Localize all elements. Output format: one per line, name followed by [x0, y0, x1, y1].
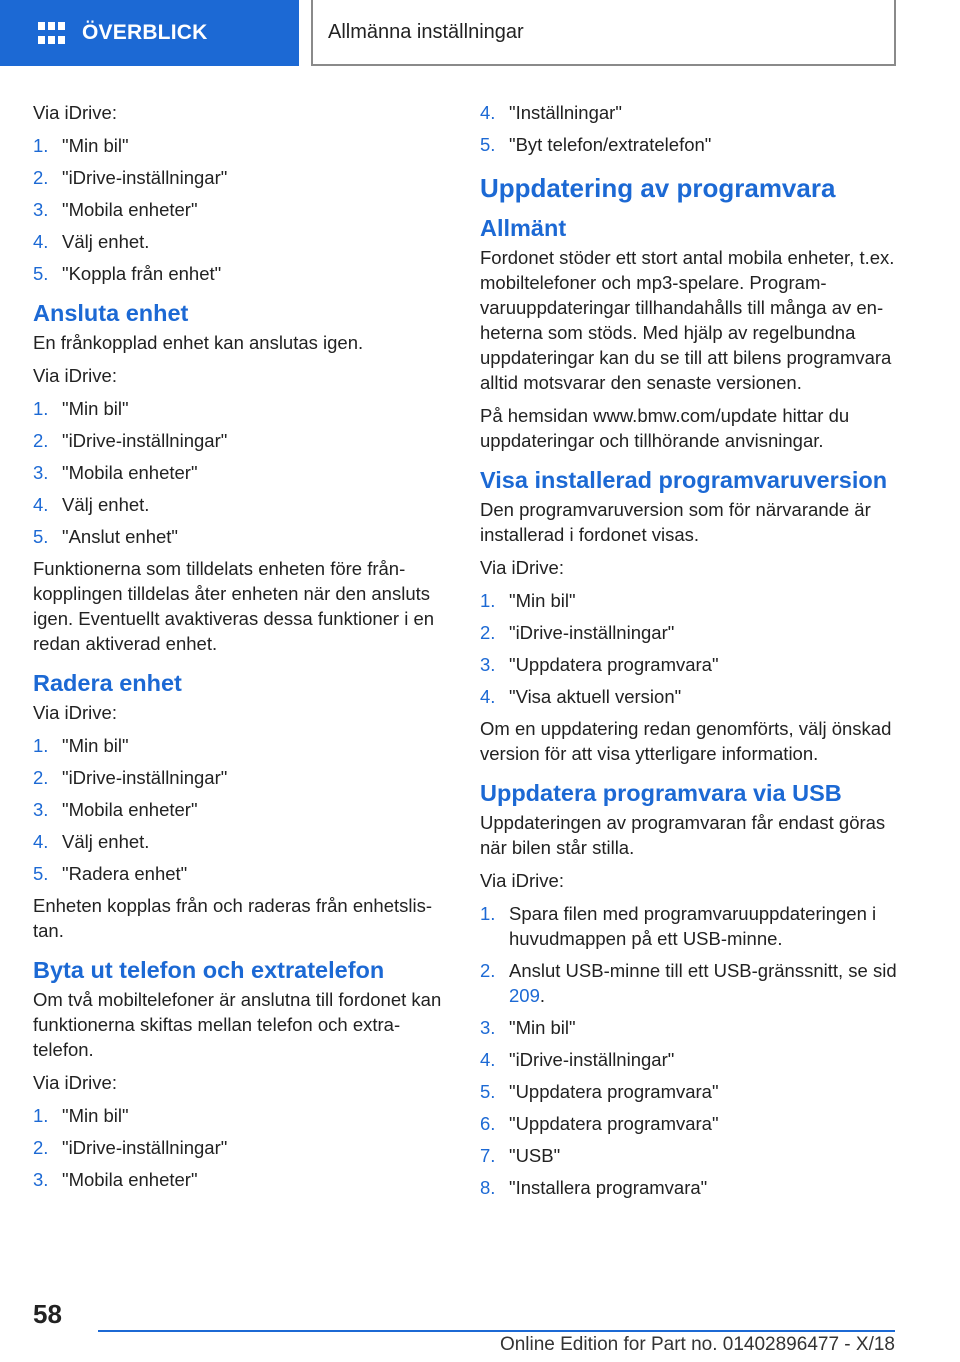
list-item: 4. "Visa aktuell version" [480, 686, 682, 707]
usb-update-text: Uppdateringen av programvaran får endast göras när bilen står stilla. [480, 812, 886, 858]
overview-tab-label: ÖVERBLICK [82, 21, 208, 44]
general-heading: Allmänt [480, 215, 567, 241]
list-item: 2. Anslut USB-minne till ett USB-gränssnitt, se sid 209. [480, 960, 897, 1006]
page-number: 58 [33, 1299, 62, 1329]
overview-tab[interactable] [0, 0, 299, 66]
list-item: 2. "iDrive-inställningar" [480, 622, 675, 643]
edition-info: Online Edition for Part no. 01402896477 - X/18 [499, 1334, 895, 1355]
update-website-paragraph: På hemsidan www.bmw.com/update hittar du uppdateringar och tillhörande anvisningar. [480, 405, 850, 451]
list-item: 8. "Installera programvara" [480, 1177, 708, 1198]
via-idrive-text: Via iDrive: [33, 1072, 117, 1093]
list-item: 3. "Mobila enheter" [33, 1169, 198, 1190]
via-idrive-text: Via iDrive: [33, 702, 117, 723]
list-item: 1. Spara filen med programvaruuppdateringen i huvudmappen på ett USB-minne. [480, 903, 877, 949]
list-item: 2. "iDrive-inställningar" [33, 430, 228, 451]
list-item: 3. "Min bil" [480, 1017, 576, 1038]
via-idrive-text: Via iDrive: [33, 102, 117, 123]
list-item: 4. Välj enhet. [33, 231, 150, 252]
disconnect-steps [33, 133, 445, 286]
list-item: 3. "Mobila enheter" [33, 799, 198, 820]
list-item: 5. "Uppdatera programvara" [480, 1081, 719, 1102]
usb-step2-text: Anslut USB-minne till ett USB-gränssnitt, se sid [509, 960, 897, 981]
connect-device-heading: Ansluta enhet [33, 300, 189, 326]
list-item: 5. "Byt telefon/extratelefon" [480, 134, 712, 155]
connect-device-note: Funktionerna som tilldelats enheten före frånkopplingen tilldelas åter enheten när den ansluts igen. Eventuellt avaktiveras dessa funktioner i en redan aktiverad enhet. [33, 558, 435, 654]
list-item: 6. "Uppdatera programvara" [480, 1113, 719, 1134]
list-item: 3. "Mobila enheter" [33, 199, 198, 220]
grid-icon [38, 22, 66, 44]
list-item: 5. "Koppla från enhet" [33, 263, 222, 284]
page-reference-link[interactable]: 209 [509, 985, 540, 1006]
list-item: 1. "Min bil" [33, 735, 129, 756]
list-item: 4. Välj enhet. [33, 494, 150, 515]
list-item: 1. "Min bil" [480, 590, 576, 611]
usb-update-steps [480, 901, 900, 1200]
show-version-heading: Visa installerad programvaruversion [480, 467, 888, 493]
top-navigation-bar [0, 0, 960, 66]
connect-device-text: En frånkopplad enhet kan anslutas igen. [33, 332, 364, 353]
list-item: 5. "Radera enhet" [33, 863, 188, 884]
section-tab-label: Allmänna inställningar [328, 20, 524, 43]
general-paragraph: Fordonet stöder ett stort antal mobila enheter, t.ex. mobiltelefoner och mp3-spelare. Programvaruuppdateringar tillhandahålls till många av enheterna som stöds. Med hjälp av regelbundna uppdateringar kan du se till att bilens programvara alltid motsvarar den senaste versionen. [480, 247, 895, 393]
list-item: 3. "Mobila enheter" [33, 462, 198, 483]
show-version-note: Om en uppdatering redan genomförts, välj önskad version för att visa ytterligare information. [480, 718, 892, 764]
swap-phone-text: Om två mobiltelefoner är anslutna till fordonet kan funktionerna skiftas mellan telefon och extratelefon. [33, 989, 442, 1060]
left-column [33, 100, 445, 1199]
software-update-heading: Uppdatering av programvara [480, 173, 836, 203]
delete-steps [33, 733, 445, 886]
delete-device-note: Enheten kopplas från och raderas från enhetslistan. [33, 895, 433, 941]
delete-device-heading: Radera enhet [33, 670, 182, 696]
via-idrive-text: Via iDrive: [480, 870, 564, 891]
show-version-text: Den programvaruversion som för närvarande är installerad i fordonet visas. [480, 499, 871, 545]
list-item: 4. Välj enhet. [33, 831, 150, 852]
list-item: 2. "iDrive-inställningar" [33, 167, 228, 188]
via-idrive-text: Via iDrive: [480, 557, 564, 578]
connect-steps [33, 396, 445, 549]
swap-phone-heading: Byta ut telefon och extratelefon [33, 957, 385, 983]
swap-steps [33, 1103, 445, 1192]
list-item: 1. "Min bil" [33, 135, 129, 156]
via-idrive-text: Via iDrive: [33, 365, 117, 386]
list-item: 3. "Uppdatera programvara" [480, 654, 719, 675]
show-version-steps [480, 588, 900, 709]
list-item: 2. "iDrive-inställningar" [33, 767, 228, 788]
list-item: 7. "USB" [480, 1145, 561, 1166]
list-item: 4. "Inställningar" [480, 102, 622, 123]
list-item: 1. "Min bil" [33, 398, 129, 419]
usb-update-heading: Uppdatera programvara via USB [480, 780, 842, 806]
section-tab[interactable] [311, 0, 896, 66]
right-column [480, 100, 900, 1207]
swap-steps-continued [480, 100, 900, 157]
list-item: 5. "Anslut enhet" [33, 526, 178, 547]
footer-divider [98, 1330, 895, 1332]
list-item: 4. "iDrive-inställningar" [480, 1049, 675, 1070]
list-item: 2. "iDrive-inställningar" [33, 1137, 228, 1158]
list-item: 1. "Min bil" [33, 1105, 129, 1126]
